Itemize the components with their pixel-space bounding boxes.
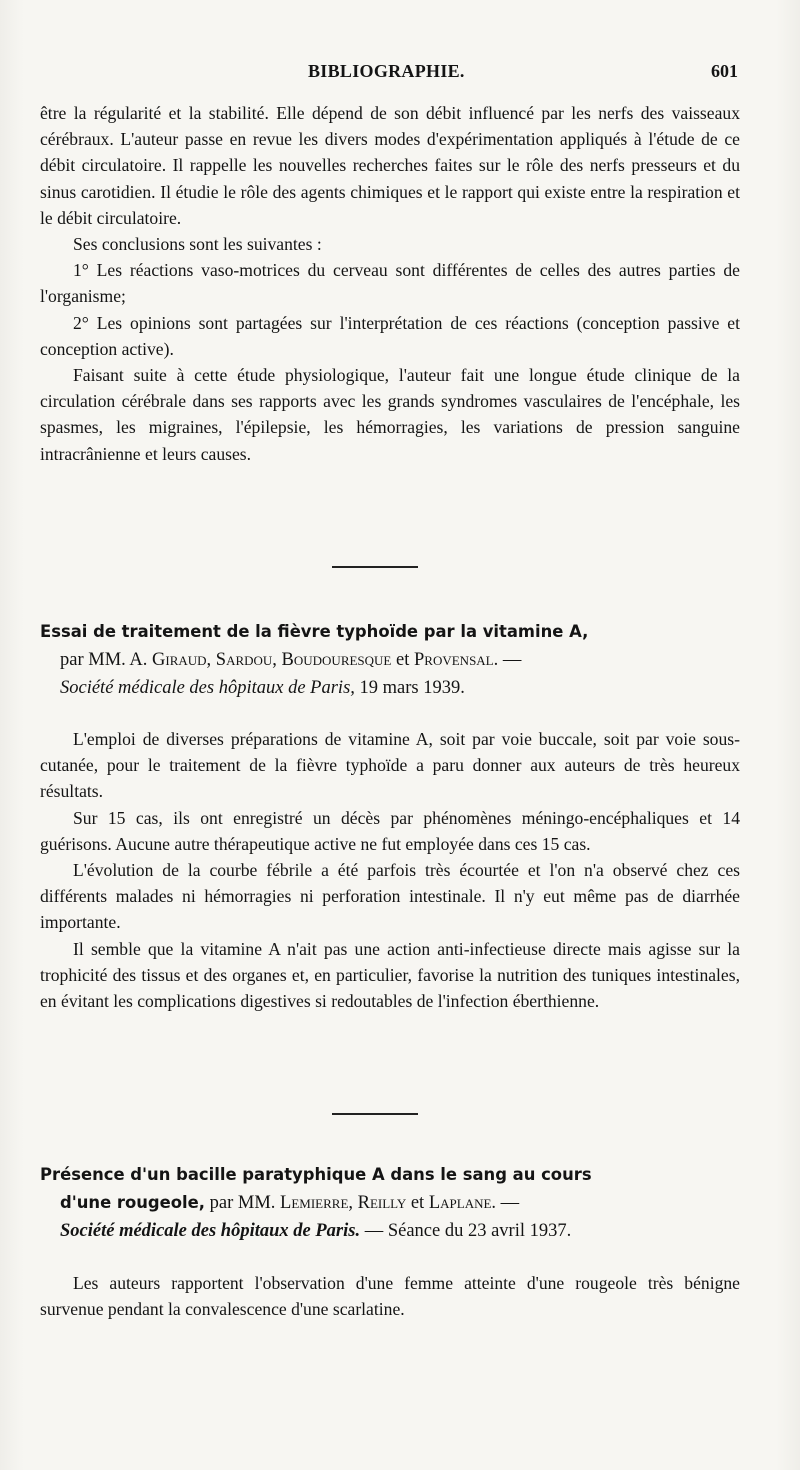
page-header [40,61,740,87]
paragraph: Les auteurs rapportent l'observation d'une femme atteinte d'une rougeole très bénigne survenue pendant la convalescence d'une scarlatine. [40,1273,740,1320]
dash: — [502,650,522,670]
meeting-date: 19 mars 1939. [359,678,465,698]
paragraph: 2° Les opinions sont partagées sur l'interprétation de ces réactions (conception passive et conception active). [40,312,740,359]
paragraph: Sur 15 cas, ils ont enregistré un décès par phénomènes méningo-encéphaliques et 14 guérisons. Aucune autre thérapeutique active ne fut employée dans ces 15 cas. [40,807,740,854]
paragraph: Ses conclusions sont les suivantes : [73,234,322,255]
byline-prefix: par MM. A. [60,650,148,670]
section2-text [40,1270,740,1322]
section0-text [40,100,740,467]
section1-text [40,726,740,1014]
byline-mid: par MM. [209,1193,276,1213]
paragraph: L'évolution de la courbe fébrile a été parfois très écourtée et l'on n'a observé chez ces différents malades ni hémorragies ni perforation intestinale. Il n'y eut même pas de diarrhée importante. [40,860,740,933]
author-last: Laplane. [428,1193,497,1213]
article-title: Présence d'un bacille paratyphique A dans le sang au cours [40,1165,592,1184]
society-name: Société médicale des hôpitaux de Paris, [60,678,355,698]
authors-and: et [396,650,410,670]
author-last: Provensal. [414,650,499,670]
section-divider [332,566,418,568]
paragraph: 1° Les réactions vaso-motrices du cerveau sont différentes de celles des autres parties de l'organisme; [40,260,740,307]
article-title: Essai de traitement de la fièvre typhoïde par la vitamine A, [40,622,589,641]
page-number: 601 [711,61,738,81]
paragraph: Il semble que la vitamine A n'ait pas une action anti-infectieuse directe mais agisse sur la trophicité des tissus et des organes et, en particulier, favorise la nutrition des tuniques intestinales, en évitant les complications digestives si redoutables de l'infection éberthienne. [40,938,740,1012]
paragraph: être la régularité et la stabilité. Elle dépend de son débit influencé par les nerfs des vaisseaux cérébraux. L'auteur passe en revue les divers modes d'expérimentation appliqués à l'étude de ce débit circulatoire. Il rappelle les nouvelles recherches faites sur le rôle des nerfs presseurs et du sinus carotidien. Il étudie le rôle des agents chimiques et le rapport qui existe entre la respiration et le débit circulatoire. [40,103,740,228]
meeting-session: — Séance du 23 avril 1937. [364,1221,572,1241]
authors-and: et [410,1193,425,1213]
section-divider [332,1113,418,1115]
society-name: Société médicale des hôpitaux de Paris. [60,1221,361,1241]
authors: Giraud, Sardou, Boudouresque [152,650,392,670]
dash: — [500,1193,520,1213]
paragraph: Faisant suite à cette étude physiologique, l'auteur fait une longue étude clinique de la circulation cérébrale dans ses rapports avec les grands syndromes vasculaires de l'encéphale, les spasmes, les migraines, l'épilepsie, les hémorragies, les variations de pression sanguine intracrânienne et leurs causes. [40,365,740,464]
authors: Lemierre, Reilly [280,1193,407,1213]
paragraph: L'emploi de diverses préparations de vitamine A, soit par voie buccale, soit par voie sous-cutanée, pour le traitement de la fièvre typhoïde a paru donner aux auteurs de très heureux résultats. [40,729,740,802]
section2-heading [40,1161,740,1245]
section1-heading [40,618,740,702]
article-title-cont: d'une rougeole, [60,1193,205,1212]
running-title: BIBLIOGRAPHIE. [308,61,465,81]
